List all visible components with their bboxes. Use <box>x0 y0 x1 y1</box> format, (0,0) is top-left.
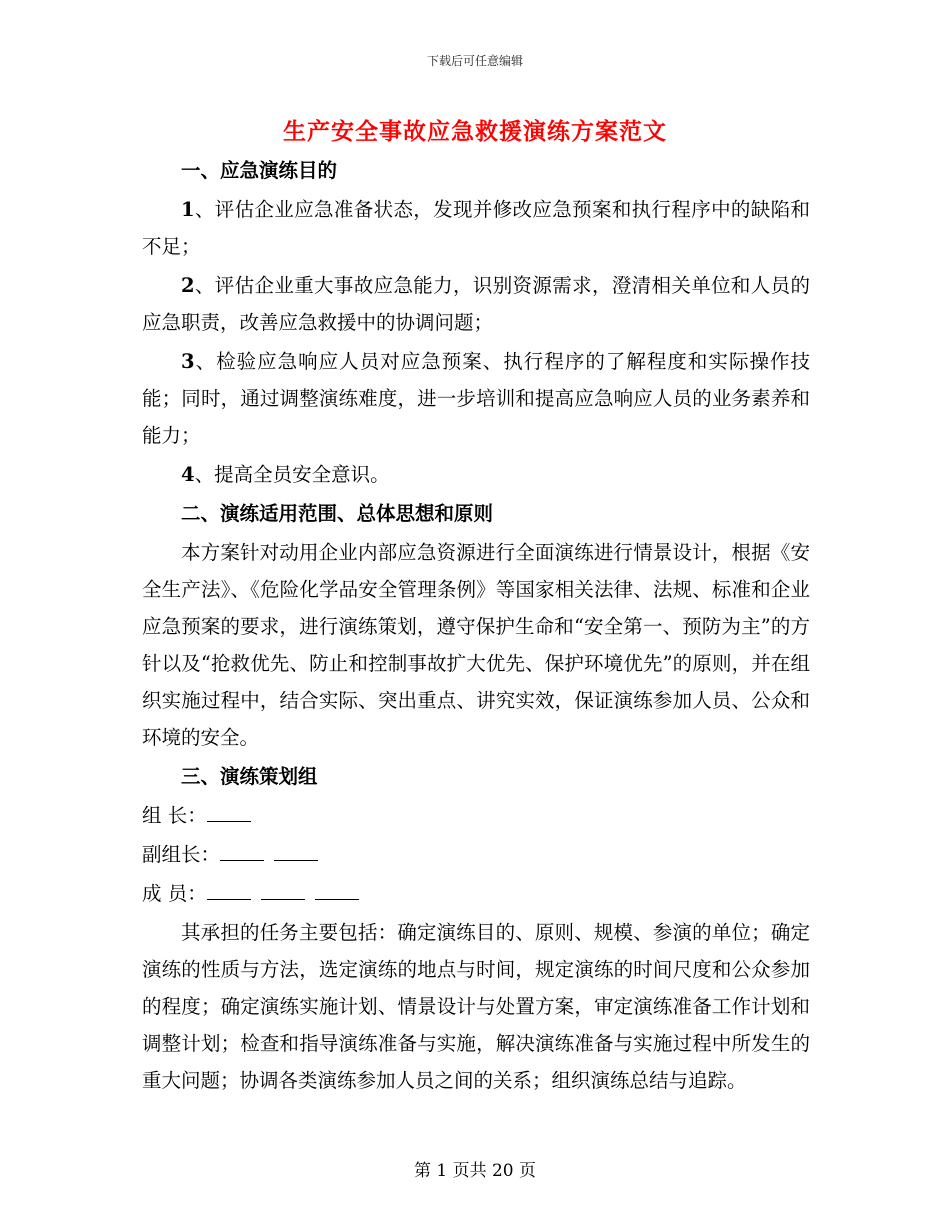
item-text: 、提高全员安全意识。 <box>194 463 390 486</box>
blank-line <box>274 840 318 861</box>
item-number: 4 <box>181 463 195 486</box>
blank-line <box>261 879 305 900</box>
members-line <box>142 875 810 912</box>
deputy-line <box>142 836 810 873</box>
section-heading: 二、演练适用范围、总体思想和原则 <box>181 502 494 525</box>
deputy-label: 副组长： <box>142 843 221 866</box>
list-item <box>142 343 810 454</box>
item-text: 、评估企业重大事故应急能力，识别资源需求，澄清相关单位和人员的应急职责，改善应急救援中的协调问题； <box>142 274 810 334</box>
blank-line <box>207 879 251 900</box>
list-item <box>142 456 810 493</box>
section-heading: 三、演练策划组 <box>181 765 318 788</box>
blank-line <box>315 879 359 900</box>
list-item <box>142 267 810 341</box>
body-paragraph: 本方案针对动用企业内部应急资源进行全面演练进行情景设计，根据《安全生产法》、《危险化学品安全管理条例》等国家相关法律、法规、标准和企业应急预案的要求，进行演练策划，遵守保护生命和“安全第一、预防为主”的方针以及“抢救优先、防止和控制事故扩大优先、保护环境优先”的原则，并在组织实施过程中，结合实际、突出重点、讲究实效，保证演练参加人员、公众和环境的安全。 <box>142 541 810 749</box>
body-paragraph: 其承担的任务主要包括：确定演练目的、原则、规模、参演的单位；确定演练的性质与方法，选定演练的地点与时间，规定演练的时间尺度和公众参加的程度；确定演练实施计划、情景设计与处置方案，审定演练准备工作计划和调整计划；检查和指导演练准备与实施，解决演练准备与实施过程中所发生的重大问题；协调各类演练参加人员之间的关系；组织演练总结与追踪。 <box>142 921 810 1092</box>
members-label: 成 员： <box>142 882 207 905</box>
blank-line <box>207 801 251 822</box>
leader-label: 组 长： <box>142 804 207 827</box>
list-item <box>142 191 810 265</box>
page-footer: 第 1 页共 20 页 <box>413 1161 537 1181</box>
item-number: 3 <box>181 350 195 373</box>
item-number: 2 <box>181 274 195 297</box>
item-text: 、检验应急响应人员对应急预案、执行程序的了解程度和实际操作技能；同时，通过调整演练难度，进一步培训和提高应急响应人员的业务素养和能力； <box>142 350 810 447</box>
leader-line <box>142 797 810 834</box>
section-heading: 一、应急演练目的 <box>181 159 338 182</box>
header-note: 下载后可任意编辑 <box>426 54 523 68</box>
item-number: 1 <box>181 198 195 221</box>
document-body <box>142 150 810 1099</box>
document-title: 生产安全事故应急救援演练方案范文 <box>283 118 667 145</box>
item-text: 、评估企业应急准备状态，发现并修改应急预案和执行程序中的缺陷和不足； <box>142 198 810 258</box>
blank-line <box>220 840 264 861</box>
